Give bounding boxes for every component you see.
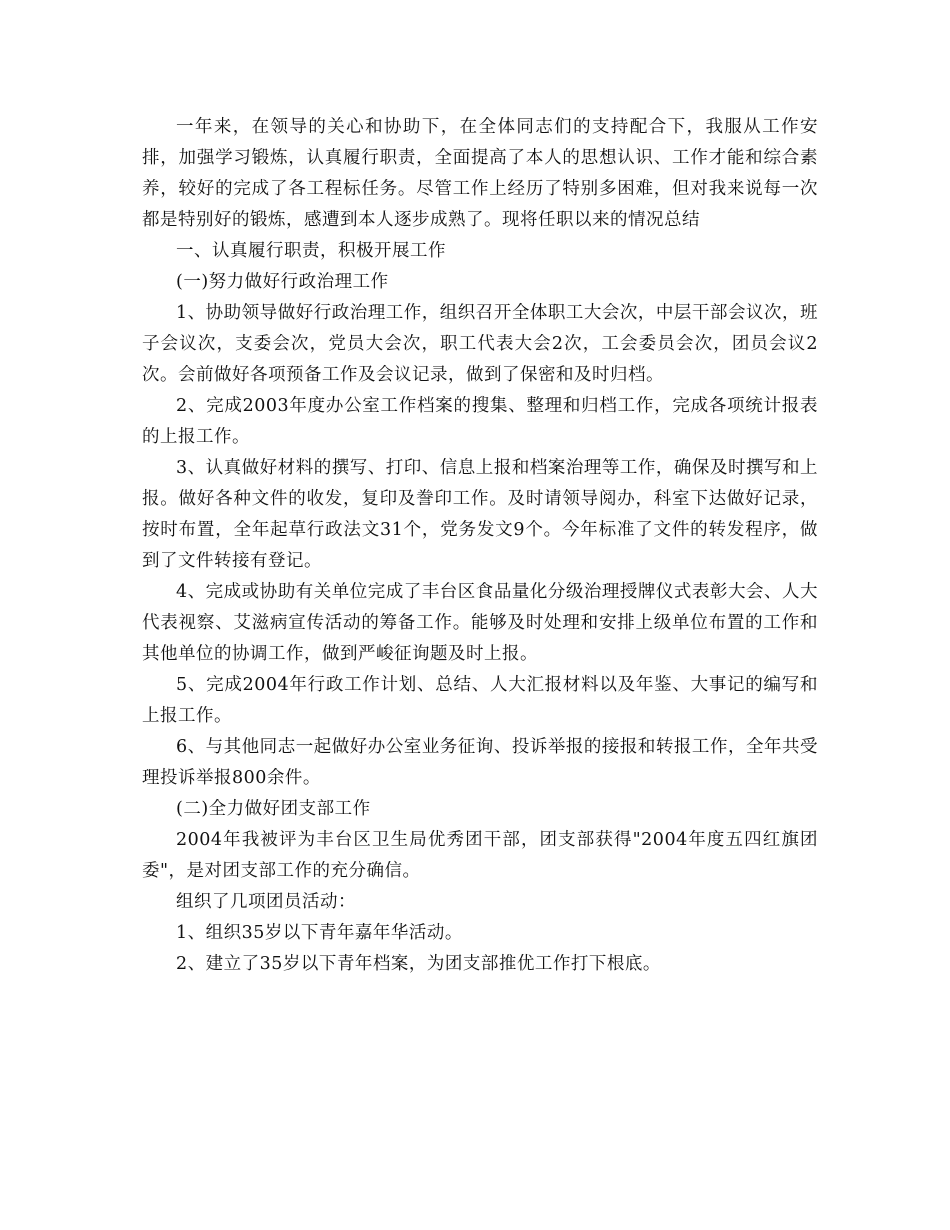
subsection-heading-1: (一)努力做好行政治理工作 [176, 272, 389, 292]
activity-item-1: 1、组织35岁以下青年嘉年华活动。 [176, 923, 463, 943]
activities-heading: 组织了几项团员活动： [176, 892, 356, 912]
section-heading-1: 一、认真履行职责，积极开展工作 [176, 241, 446, 261]
list-item-1: 1、协助领导做好行政治理工作，组织召开全体职工大会次，中层干部会议次，班子会议次，支委会次，党员大会次，职工代表大会2次，工会委员会次，团员会议2次。会前做好各项预备工作及会议记录，做到了保密和及时归档。 [142, 303, 818, 385]
list-item-6: 6、与其他同志一起做好办公室业务征询、投诉举报的接报和转报工作，全年共受理投诉举报800余件。 [142, 737, 818, 788]
list-item-4: 4、完成或协助有关单位完成了丰台区食品量化分级治理授牌仪式表彰大会、人大代表视察、艾滋病宣传活动的筹备工作。能够及时处理和安排上级单位布置的工作和其他单位的协调工作，做到严峻征询题及时上报。 [142, 582, 818, 664]
intro-paragraph: 一年来，在领导的关心和协助下，在全体同志们的支持配合下，我服从工作安排，加强学习锻炼，认真履行职责，全面提高了本人的思想认识、工作才能和综合素养，较好的完成了各工程标任务。尽管工作上经历了特别多困难，但对我来说每一次都是特别好的锻炼，感遭到本人逐步成熟了。现将任职以来的情况总结 [142, 117, 818, 230]
activity-item-2: 2、建立了35岁以下青年档案，为团支部推优工作打下根底。 [176, 954, 661, 974]
list-item-2: 2、完成2003年度办公室工作档案的搜集、整理和归档工作，完成各项统计报表的上报工作。 [142, 396, 818, 447]
list-item-5: 5、完成2004年行政工作计划、总结、人大汇报材料以及年鉴、大事记的编写和上报工作。 [142, 675, 818, 726]
subsection-heading-2: (二)全力做好团支部工作 [176, 799, 371, 819]
award-paragraph: 2004年我被评为丰台区卫生局优秀团干部，团支部获得"2004年度五四红旗团委"，是对团支部工作的充分确信。 [142, 830, 818, 881]
list-item-3: 3、认真做好材料的撰写、打印、信息上报和档案治理等工作，确保及时撰写和上报。做好各种文件的收发，复印及誊印工作。及时请领导阅办，科室下达做好记录，按时布置，全年起草行政法文31个，党务发文9个。今年标准了文件的转发程序，做到了文件转接有登记。 [142, 458, 818, 571]
